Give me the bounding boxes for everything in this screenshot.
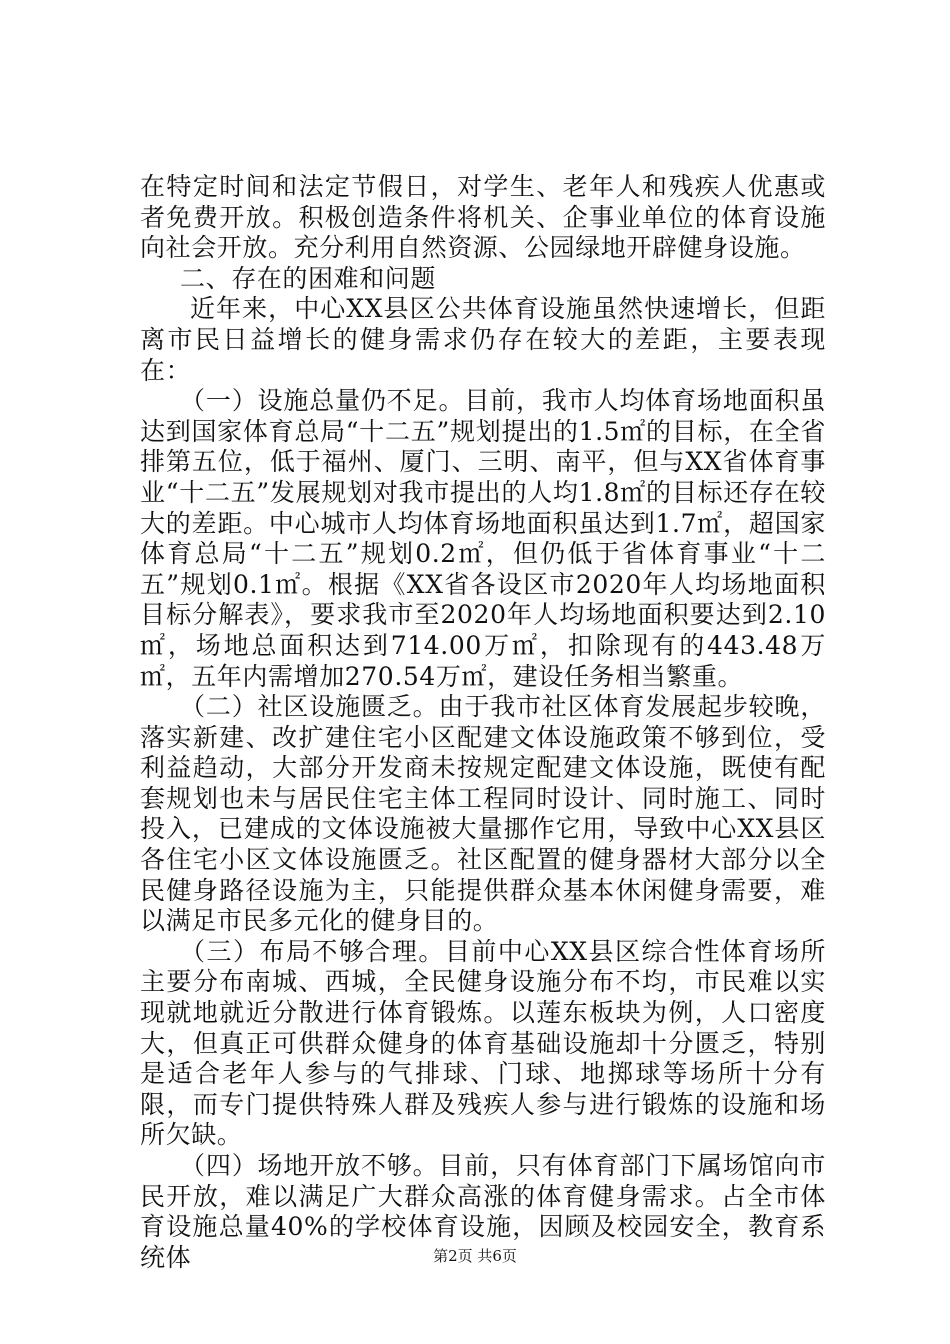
paragraph-item-2: （二）社区设施匮乏。由于我市社区体育发展起步较晚，落实新建、改扩建住宅小区配建文体设施政策不够到位，受利益趋动，大部分开发商未按规定配建文体设施，既使有配套规划也未与居民住宅主体工程同时设计、同时施工、同时投入，已建成的文体设施被大量挪作它用，导致中心XX县区各住宅小区文体设施匮乏。社区配置的健身器材大部分以全民健身路径设施为主，只能提供群众基本休闲健身需要，难以满足市民多元化的健身目的。 — [140, 692, 826, 936]
paragraph-item-3: （三）布局不够合理。目前中心XX县区综合性体育场所主要分布南城、西城，全民健身设施分布不均，市民难以实现就地就近分散进行体育锻炼。以莲东板块为例，人口密度大，但真正可供群众健身的体育基础设施却十分匮乏，特别是适合老年人参与的气排球、门球、地掷球等场所十分有限，而专门提供特殊人群及残疾人参与进行锻炼的设施和场所欠缺。 — [140, 936, 826, 1150]
paragraph-item-4: （四）场地开放不够。目前，只有体育部门下属场馆向市民开放，难以满足广大群众高涨的体育健身需求。占全市体育设施总量40%的学校体育设施，因顾及校园安全，教育系统体 — [140, 1151, 826, 1272]
paragraph-intro: 近年来，中心XX县区公共体育设施虽然快速增长，但距离市民日益增长的健身需求仍存在较大的差距，主要表现在： — [140, 294, 826, 385]
page-footer: 第2页 共6页 — [433, 1247, 517, 1265]
document-body — [140, 172, 826, 1273]
paragraph-1: 在特定时间和法定节假日，对学生、老年人和残疾人优惠或者免费开放。积极创造条件将机关、企事业单位的体育设施向社会开放。充分利用自然资源、公园绿地开辟健身设施。 — [140, 172, 826, 263]
section-heading: 二、存在的困难和问题 — [180, 263, 437, 293]
paragraph-item-1: （一）设施总量仍不足。目前，我市人均体育场地面积虽达到国家体育总局“十二五”规划提出的1.5㎡的目标，在全省排第五位，低于福州、厦门、三明、南平，但与XX省体育事业“十二五”发展规划对我市提出的人均1.8㎡的目标还存在较大的差距。中心城市人均体育场地面积虽达到1.7㎡，超国家体育总局“十二五”规划0.2㎡，但仍低于省体育事业“十二五”规划0.1㎡。根据《XX省各设区市2020年人均场地面积目标分解表》，要求我市至2020年人均场地面积要达到2.10㎡，场地总面积达到714.00万㎡，扣除现有的443.48万㎡，五年内需增加270.54万㎡，建设任务相当繁重。 — [140, 386, 826, 691]
